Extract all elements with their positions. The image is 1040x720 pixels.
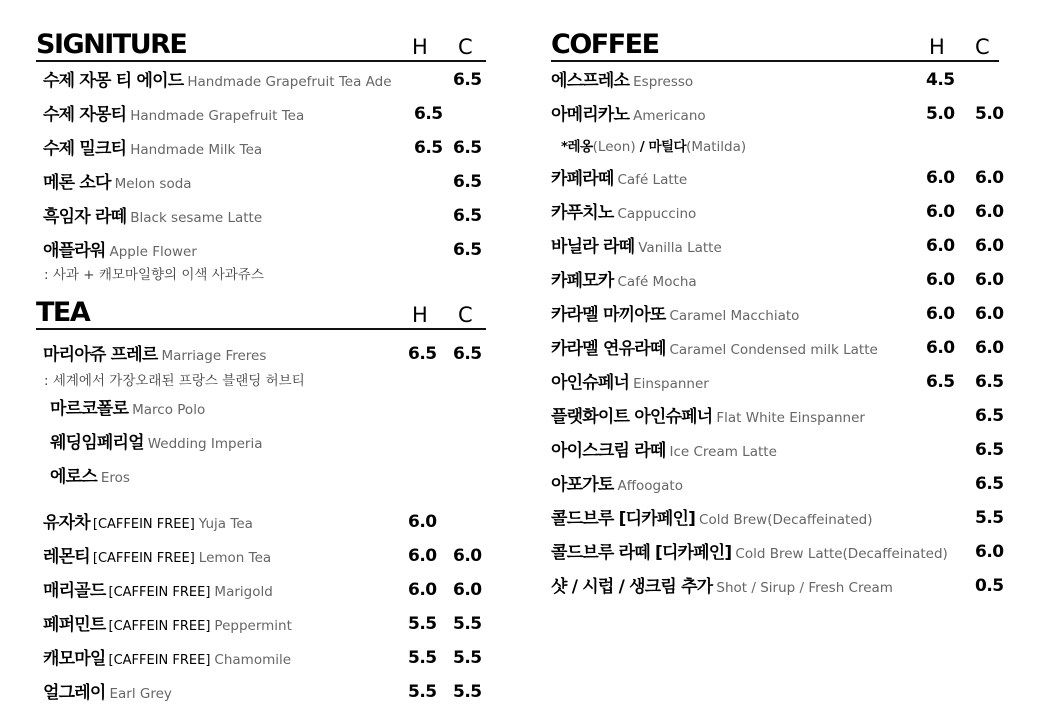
item-name-en: Caramel Macchiato	[669, 308, 800, 324]
tea-section	[36, 296, 486, 703]
apple-flower-note: : 사과 + 캐모마일향의 이색 사과쥬스	[44, 267, 264, 283]
item-name-en: Handmade Grapefruit Tea Ade	[187, 74, 392, 90]
menu-item	[551, 266, 1004, 296]
price-cold: 6.0	[975, 202, 1004, 222]
price-hot: 6.0	[926, 304, 955, 324]
price-hot: 4.5	[926, 70, 955, 90]
item-name-ko: 페퍼민트	[43, 615, 106, 635]
item-name-ko: 콜드브루 라떼 [디카페인]	[551, 543, 732, 563]
item-name-ko: 에스프레소	[551, 71, 630, 91]
item-name-ko: 마르코폴로	[50, 399, 129, 419]
item-name-ko: 메론 소다	[43, 173, 111, 193]
signature-col-cold: C	[458, 35, 473, 59]
option-separator: /	[635, 139, 649, 155]
price-hot: 6.5	[414, 138, 443, 158]
menu-item	[36, 610, 486, 640]
item-name-en: Earl Grey	[109, 686, 172, 702]
menu-item	[36, 66, 486, 96]
tea-header	[36, 296, 486, 330]
price-hot: 5.5	[408, 682, 437, 702]
menu-item	[36, 576, 486, 606]
price-cold: 5.5	[453, 682, 482, 702]
price-hot: 5.5	[408, 614, 437, 634]
item-name-ko: 수제 자몽 티 에이드	[43, 71, 184, 91]
item-name-ko: 유자차	[43, 513, 90, 533]
price-hot: 5.0	[926, 104, 955, 124]
item-name-en: Eros	[100, 470, 130, 486]
item-name-ko: 아인슈페너	[551, 373, 630, 393]
matilda-en: (Matilda)	[686, 139, 747, 155]
menu-item	[551, 232, 1004, 262]
menu-item	[551, 402, 1004, 432]
item-name-ko: 카푸치노	[551, 203, 614, 223]
menu-item	[36, 100, 486, 130]
item-name-ko: 에로스	[50, 467, 97, 487]
item-name-en: Einspanner	[633, 376, 709, 392]
price-cold: 5.5	[975, 508, 1004, 528]
price-hot: 6.0	[408, 580, 437, 600]
signature-title: SIGNITURE	[36, 29, 187, 60]
caffeine-free-tag: [CAFFEIN FREE]	[108, 653, 211, 668]
price-hot: 6.0	[926, 236, 955, 256]
menu-item	[36, 678, 486, 708]
signature-section	[36, 28, 486, 283]
price-cold: 6.0	[975, 542, 1004, 562]
item-name-en: Café Mocha	[617, 274, 697, 290]
menu-item	[551, 504, 1004, 534]
item-name-ko: 콜드브루 [디카페인]	[551, 509, 696, 529]
price-cold: 6.5	[453, 172, 482, 192]
item-name-en: Flat White Einspanner	[716, 410, 865, 426]
price-cold: 6.0	[975, 168, 1004, 188]
item-name-ko: 아이스크림 라떼	[551, 441, 666, 461]
item-name-en: Café Latte	[617, 172, 688, 188]
price-hot: 6.5	[414, 104, 443, 124]
menu-item	[551, 300, 1004, 330]
item-name-ko: 플랫화이트 아인슈페너	[551, 407, 713, 427]
price-hot: 6.0	[926, 270, 955, 290]
price-hot: 6.5	[408, 344, 437, 364]
coffee-section	[551, 28, 1004, 597]
price-cold: 6.5	[975, 372, 1004, 392]
item-name-ko: 샷 / 시럽 / 생크림 추가	[551, 577, 713, 597]
item-name-en: Marigold	[214, 584, 273, 600]
menu-item	[36, 542, 486, 572]
coffee-title: COFFEE	[551, 29, 659, 60]
price-cold: 6.5	[975, 406, 1004, 426]
item-name-en: Americano	[633, 108, 706, 124]
item-name-en: Caramel Condensed milk Latte	[669, 342, 878, 358]
menu-item	[551, 436, 1004, 466]
price-hot: 6.0	[408, 512, 437, 532]
price-cold: 6.0	[453, 580, 482, 600]
menu-item	[551, 66, 999, 96]
item-name-en: Espresso	[633, 74, 694, 90]
signature-col-hot: H	[412, 35, 428, 59]
item-name-ko: 아메리카노	[551, 105, 630, 125]
leon-ko: *레옹	[561, 139, 593, 155]
menu-item	[551, 100, 1004, 130]
menu-item	[551, 164, 1004, 194]
menu-item	[551, 334, 1004, 364]
item-name-ko: 카페라떼	[551, 169, 614, 189]
price-cold: 6.0	[975, 236, 1004, 256]
menu-item	[36, 134, 486, 164]
menu-item	[36, 168, 486, 198]
item-name-ko: 카페모카	[551, 271, 614, 291]
signature-header	[36, 28, 486, 62]
item-name-ko: 바닐라 라떼	[551, 237, 635, 257]
tea-col-hot: H	[412, 303, 428, 327]
menu-item	[36, 644, 486, 674]
item-name-en: Affoogato	[617, 478, 683, 494]
price-cold: 6.5	[453, 240, 482, 260]
item-name-en: Apple Flower	[109, 244, 197, 260]
tea-col-cold: C	[458, 303, 473, 327]
menu-item	[551, 368, 1004, 398]
item-name-en: Handmade Milk Tea	[130, 142, 263, 158]
price-cold: 6.5	[975, 474, 1004, 494]
caffeine-free-tag: [CAFFEIN FREE]	[92, 517, 195, 532]
caffeine-free-tag: [CAFFEIN FREE]	[92, 551, 195, 566]
matilda-ko: 마틸다	[648, 139, 687, 155]
item-name-en: Handmade Grapefruit Tea	[130, 108, 305, 124]
item-name-ko: 아포가토	[551, 475, 614, 495]
menu-item	[36, 462, 486, 492]
menu-item	[36, 428, 486, 458]
price-cold: 5.0	[975, 104, 1004, 124]
price-hot: 6.0	[408, 546, 437, 566]
item-name-ko: 마리아쥬 프레르	[43, 345, 158, 365]
coffee-header	[551, 28, 999, 62]
item-name-ko: 카라멜 마끼아또	[551, 305, 666, 325]
item-name-en: Cold Brew Latte(Decaffeinated)	[735, 546, 948, 562]
price-cold: 6.0	[975, 304, 1004, 324]
price-hot: 6.0	[926, 202, 955, 222]
menu-item-marriage-freres	[36, 340, 486, 370]
item-name-ko: 캐모마일	[43, 649, 106, 669]
price-cold: 6.0	[975, 270, 1004, 290]
item-name-en: Chamomile	[214, 652, 292, 668]
price-cold: 6.0	[453, 546, 482, 566]
item-name-en: Wedding Imperia	[147, 436, 263, 452]
item-name-ko: 레몬티	[43, 547, 90, 567]
price-cold: 6.5	[453, 138, 482, 158]
marriage-freres-note: : 세계에서 가장오래된 프랑스 블랜딩 허브티	[44, 373, 305, 389]
item-name-en: Vanilla Latte	[638, 240, 722, 256]
price-hot: 6.0	[926, 338, 955, 358]
item-name-en: Yuja Tea	[198, 516, 253, 532]
item-name-en: Lemon Tea	[198, 550, 272, 566]
price-cold: 6.5	[453, 70, 482, 90]
item-name-en: Marco Polo	[132, 402, 206, 418]
americano-options	[561, 138, 746, 156]
menu-item	[551, 572, 1004, 602]
price-cold: 6.5	[453, 344, 482, 364]
price-cold: 6.0	[975, 338, 1004, 358]
menu-item	[551, 538, 1004, 568]
price-cold: 6.5	[453, 206, 482, 226]
coffee-col-hot: H	[929, 35, 945, 59]
item-name-en: Black sesame Latte	[130, 210, 263, 226]
item-name-en: Ice Cream Latte	[669, 444, 777, 460]
leon-en: (Leon)	[592, 139, 636, 155]
item-name-ko: 카라멜 연유라떼	[551, 339, 666, 359]
item-name-en: Melon soda	[114, 176, 192, 192]
item-name-en: Shot / Sirup / Fresh Cream	[716, 580, 893, 596]
caffeine-free-tag: [CAFFEIN FREE]	[108, 619, 211, 634]
item-name-en: Marriage Freres	[161, 348, 267, 364]
price-hot: 6.5	[926, 372, 955, 392]
item-name-ko: 애플라워	[43, 241, 106, 261]
price-hot: 5.5	[408, 648, 437, 668]
menu-item	[551, 198, 1004, 228]
price-cold: 5.5	[453, 648, 482, 668]
tea-title: TEA	[36, 297, 90, 328]
item-name-ko: 매리골드	[43, 581, 106, 601]
price-hot: 6.0	[926, 168, 955, 188]
item-name-ko: 얼그레이	[43, 683, 106, 703]
price-cold: 0.5	[975, 576, 1004, 596]
caffeine-free-tag: [CAFFEIN FREE]	[108, 585, 211, 600]
item-name-en: Peppermint	[214, 618, 292, 634]
item-name-ko: 흑임자 라떼	[43, 207, 127, 227]
price-cold: 6.5	[975, 440, 1004, 460]
item-name-en: Cappuccino	[617, 206, 697, 222]
item-name-ko: 수제 자몽티	[43, 105, 127, 125]
coffee-col-cold: C	[975, 35, 990, 59]
menu-item	[36, 508, 486, 538]
item-name-ko: 수제 밀크티	[43, 139, 127, 159]
menu-item	[36, 202, 486, 232]
menu-item	[36, 236, 486, 266]
menu-item	[36, 394, 486, 424]
item-name-en: Cold Brew(Decaffeinated)	[699, 512, 873, 528]
menu-item	[551, 470, 1004, 500]
item-name-ko: 웨딩임페리얼	[50, 433, 144, 453]
price-cold: 5.5	[453, 614, 482, 634]
